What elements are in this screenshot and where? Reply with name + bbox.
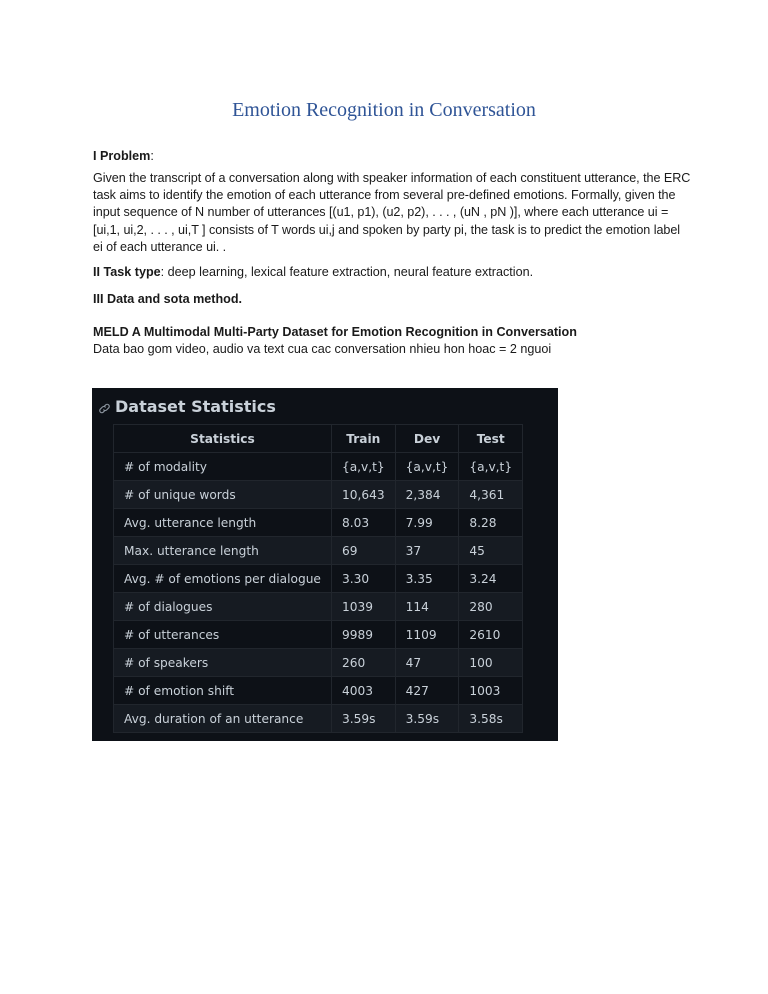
link-icon bbox=[98, 400, 111, 413]
table-cell: {a,v,t} bbox=[459, 453, 523, 481]
table-cell: 114 bbox=[395, 593, 459, 621]
table-cell: 3.35 bbox=[395, 565, 459, 593]
dataset-description: Data bao gom video, audio va text cua cac conversation nhieu hon hoac = 2 nguoi bbox=[93, 342, 552, 356]
table-cell: 427 bbox=[395, 677, 459, 705]
table-cell: Max. utterance length bbox=[114, 537, 332, 565]
table-cell: 69 bbox=[331, 537, 395, 565]
table-cell: Avg. # of emotions per dialogue bbox=[114, 565, 332, 593]
table-cell: 2610 bbox=[459, 621, 523, 649]
table-cell: 8.03 bbox=[331, 509, 395, 537]
table-cell: # of utterances bbox=[114, 621, 332, 649]
section-data-heading: III Data and sota method. bbox=[93, 292, 243, 306]
table-row bbox=[114, 537, 523, 565]
section-problem-heading bbox=[93, 148, 693, 165]
table-cell: {a,v,t} bbox=[395, 453, 459, 481]
table-row bbox=[114, 593, 523, 621]
table-cell: 3.58s bbox=[459, 705, 523, 733]
table-header-row bbox=[114, 425, 523, 453]
table-cell: # of speakers bbox=[114, 649, 332, 677]
problem-heading-label: I Problem bbox=[93, 149, 151, 163]
table-cell: 3.59s bbox=[395, 705, 459, 733]
table-row bbox=[114, 481, 523, 509]
dataset-statistics-heading bbox=[98, 393, 276, 419]
table-cell: 3.59s bbox=[331, 705, 395, 733]
column-header: Statistics bbox=[114, 425, 332, 453]
table-cell: 260 bbox=[331, 649, 395, 677]
table-row bbox=[114, 649, 523, 677]
table-cell: # of modality bbox=[114, 453, 332, 481]
table-cell: 45 bbox=[459, 537, 523, 565]
table-row bbox=[114, 705, 523, 733]
table-cell: {a,v,t} bbox=[331, 453, 395, 481]
table-cell: 47 bbox=[395, 649, 459, 677]
task-type-heading: II Task type bbox=[93, 265, 161, 279]
table-cell: 100 bbox=[459, 649, 523, 677]
table-cell: 2,384 bbox=[395, 481, 459, 509]
table-row bbox=[114, 621, 523, 649]
table-cell: 4,361 bbox=[459, 481, 523, 509]
task-type-text: : deep learning, lexical feature extraction, neural feature extraction. bbox=[160, 265, 534, 279]
table-cell: # of unique words bbox=[114, 481, 332, 509]
table-cell: 7.99 bbox=[395, 509, 459, 537]
table-row bbox=[114, 565, 523, 593]
table-cell: 1039 bbox=[331, 593, 395, 621]
document-title: Emotion Recognition in Conversation bbox=[232, 99, 536, 121]
dataset-name: MELD A Multimodal Multi-Party Dataset for Emotion Recognition in Conversation bbox=[93, 325, 577, 339]
dataset-statistics-title: Dataset Statistics bbox=[115, 396, 276, 416]
table-cell: # of dialogues bbox=[114, 593, 332, 621]
table-cell: 1109 bbox=[395, 621, 459, 649]
table-cell: # of emotion shift bbox=[114, 677, 332, 705]
section-task-type bbox=[93, 264, 693, 281]
table-cell: 8.28 bbox=[459, 509, 523, 537]
dataset-statistics-image bbox=[92, 388, 558, 741]
table-cell: 9989 bbox=[331, 621, 395, 649]
table-cell: 280 bbox=[459, 593, 523, 621]
table-cell: 10,643 bbox=[331, 481, 395, 509]
table-cell: 3.24 bbox=[459, 565, 523, 593]
table-row bbox=[114, 677, 523, 705]
table-cell: 4003 bbox=[331, 677, 395, 705]
column-header: Dev bbox=[395, 425, 459, 453]
problem-paragraph: Given the transcript of a conversation along with speaker information of each constituent utterance, the ERC task aims to identify the emotion of each utterance from several pre-defined emotions. Formally, given the input sequence of N number of utterances [(u1, p1), (u2, p2), . . . , (uN , pN )], where each utterance ui = [ui,1, ui,2, . . . , ui,T ] consists of T words ui,j and spoken by party pi, the task is to predict the emotion label ei of each utterance ui. . bbox=[93, 171, 691, 254]
table-cell: 1003 bbox=[459, 677, 523, 705]
column-header: Train bbox=[331, 425, 395, 453]
table-row bbox=[114, 453, 523, 481]
table-cell: 3.30 bbox=[331, 565, 395, 593]
table-cell: 37 bbox=[395, 537, 459, 565]
problem-heading-colon: : bbox=[150, 149, 154, 163]
table-row bbox=[114, 509, 523, 537]
table-cell: Avg. duration of an utterance bbox=[114, 705, 332, 733]
column-header: Test bbox=[459, 425, 523, 453]
table-cell: Avg. utterance length bbox=[114, 509, 332, 537]
statistics-table bbox=[113, 424, 523, 733]
